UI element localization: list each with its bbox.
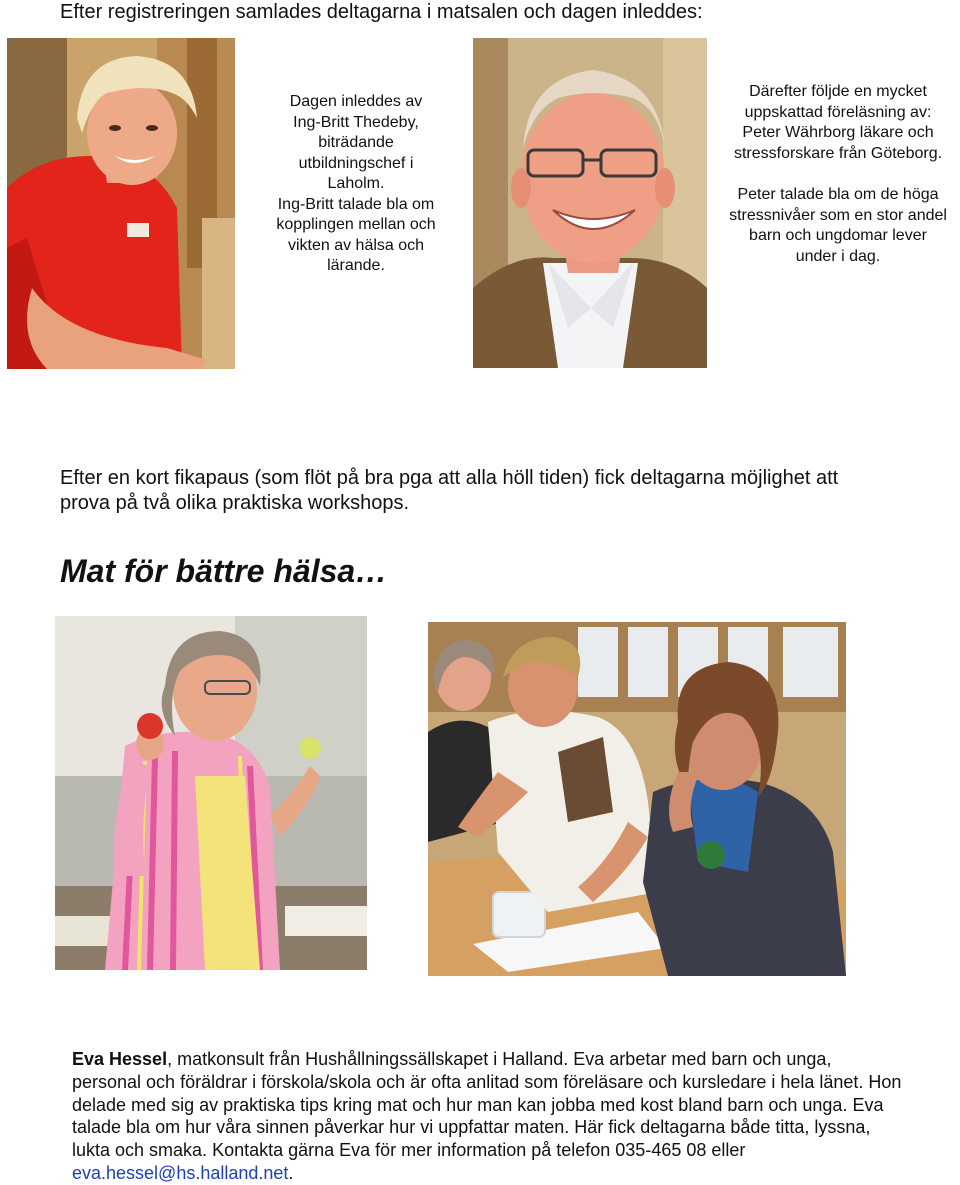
caption-line: vikten av hälsa och [287,236,425,254]
photo-woman-holding-apples-icon [55,616,367,970]
caption-peter [712,82,960,267]
bio-name: Eva Hessel [72,1049,168,1069]
caption-line: uppskattad föreläsning av: [744,103,932,121]
caption-line: Peter talade bla om de höga [737,186,939,203]
photo-woman-red-shirt-icon [7,38,235,369]
caption-line: kopplingen mellan och [276,216,436,233]
caption-line: Därefter följde en mycket [749,83,927,100]
caption-ing-britt [252,92,460,277]
email-link[interactable]: eva.hessel@hs.halland.net [72,1162,289,1183]
caption-line: Laholm. [327,175,385,192]
caption-line: stressforskare från Göteborg. [733,144,943,162]
caption-line: Ing-Britt talade bla om [277,195,435,213]
caption-line: barn och ungdomar lever [749,227,927,244]
photo-workshop-tasting-icon [428,622,846,976]
photo-eva-hessel [55,616,367,970]
caption-line: lärande. [327,257,385,274]
fika-paragraph: Efter en kort fikapaus (som flöt på bra pga att alla höll tiden) fick deltagarna möjlighet att prova på två olika praktiska workshops. [60,467,839,514]
section-heading: Mat för bättre hälsa… [60,553,388,589]
caption-line: Ing-Britt Thedeby, [293,113,419,131]
intro-text: Efter registreringen samlades deltagarna i matsalen och dagen inleddes: [60,1,703,23]
photo-ing-britt [7,38,235,369]
photo-peter [473,38,707,368]
photo-man-glasses-icon [473,38,707,368]
bio-paragraph [72,1048,902,1185]
caption-line: utbildningschef i [298,154,414,172]
caption-line: under i dag. [795,247,881,265]
bio-text: , matkonsult från Hushållningssällskapet i Halland. Eva arbetar med barn och unga, personal och föräldrar i förskola/skola och är ofta anlitad som föreläsare och kursledare i hela länet. Hon delade med sig av praktiska tips kring mat och hur man kan jobba med kost bland barn och unga. Eva talade bla om hur våra sinnen påverkar hur vi uppfattar maten. Här fick deltagarna både titta, lyssna, lukta och smaka. Kontakta gärna Eva för mer information på telefon 035-465 08 eller [72,1049,902,1161]
caption-line: biträdande [318,134,394,151]
bio-text-end: . [288,1162,294,1183]
caption-spacer [712,164,960,185]
caption-line: Peter Währborg läkare och [742,124,934,141]
caption-line: stressnivåer som en stor andel [729,206,947,224]
photo-workshop [428,622,846,976]
caption-line: Dagen inleddes av [289,93,423,110]
